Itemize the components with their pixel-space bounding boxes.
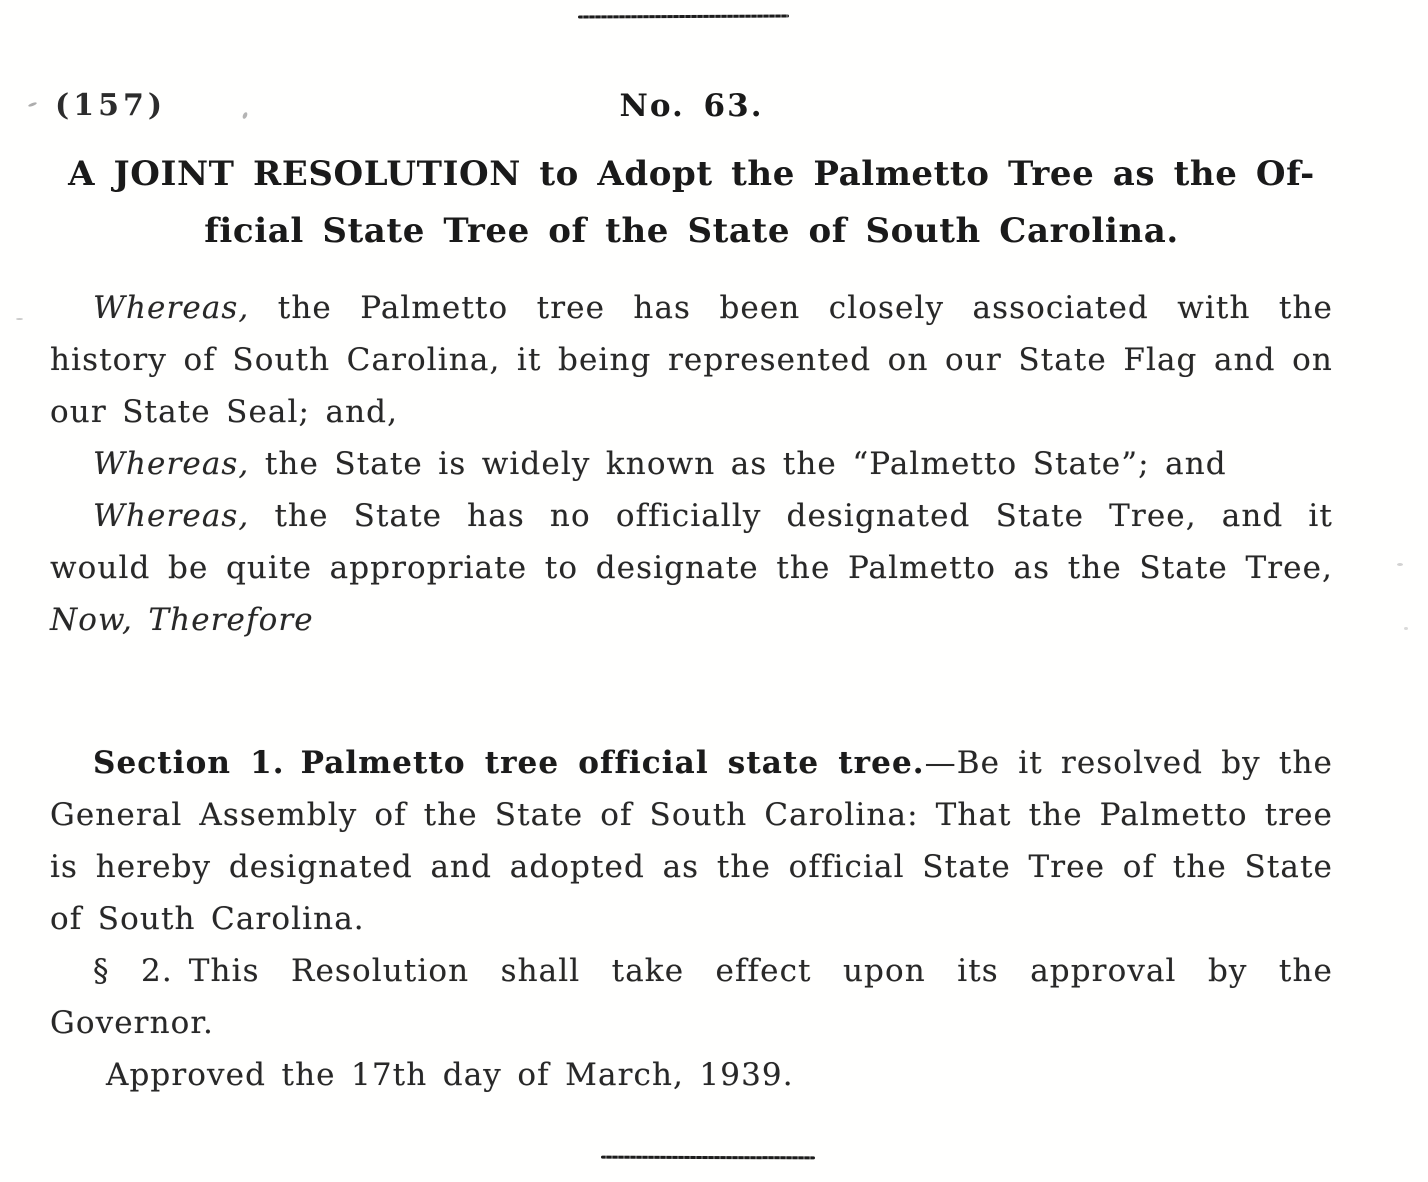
section-2-number: § 2. bbox=[93, 953, 173, 989]
whereas-clause-1 bbox=[50, 282, 1333, 438]
page-number: (157) bbox=[55, 88, 167, 123]
section-1 bbox=[50, 737, 1333, 945]
whereas-text-3: the State has no officially designated State Tree, and it would be quite appropriate to designate the Palmetto as the State Tree, bbox=[50, 498, 1333, 586]
title-line-1: A JOINT RESOLUTION to Adopt the Palmetto Tree as the Of- bbox=[68, 154, 1315, 194]
scan-speck bbox=[28, 102, 37, 108]
scan-speck bbox=[16, 318, 23, 320]
section-2-text: This Resolution shall take effect upon its approval by the Governor. bbox=[50, 953, 1333, 1041]
whereas-lead-2: Whereas, bbox=[93, 446, 250, 482]
title-line-2: ficial State Tree of the State of South Carolina. bbox=[204, 211, 1179, 251]
section-1-number: Section 1. bbox=[93, 745, 285, 781]
whereas-text-2: the State is widely known as the “Palmetto State”; and bbox=[249, 446, 1227, 482]
section-2 bbox=[50, 945, 1333, 1049]
whereas-tail-3: Now, Therefore bbox=[50, 602, 314, 638]
scan-speck bbox=[1397, 563, 1403, 566]
bottom-rule bbox=[601, 1156, 815, 1160]
section-1-text: —Be it resolved by the General Assembly of the State of South Carolina: That the Palmetto tree is hereby designated and adopted as the official State Tree of the State of South Carolina. bbox=[50, 745, 1333, 937]
section-1-heading: Palmetto tree official state tree. bbox=[300, 745, 925, 781]
approval-line: Approved the 17th day of March, 1939. bbox=[106, 1057, 794, 1093]
top-rule bbox=[578, 15, 789, 19]
act-number: No. 63. bbox=[619, 88, 764, 124]
whereas-lead-3: Whereas, bbox=[93, 498, 250, 534]
whereas-lead-1: Whereas, bbox=[93, 290, 250, 326]
enactment bbox=[50, 737, 1333, 1101]
whereas-clause-3 bbox=[50, 490, 1333, 646]
whereas-clause-2 bbox=[50, 438, 1333, 490]
whereas-text-1: the Palmetto tree has been closely associated with the history of South Carolina, it being represented on our State Flag and on our State Seal; and, bbox=[50, 290, 1333, 430]
preamble bbox=[50, 282, 1333, 646]
scan-speck bbox=[1404, 627, 1408, 630]
resolution-title bbox=[50, 146, 1333, 260]
